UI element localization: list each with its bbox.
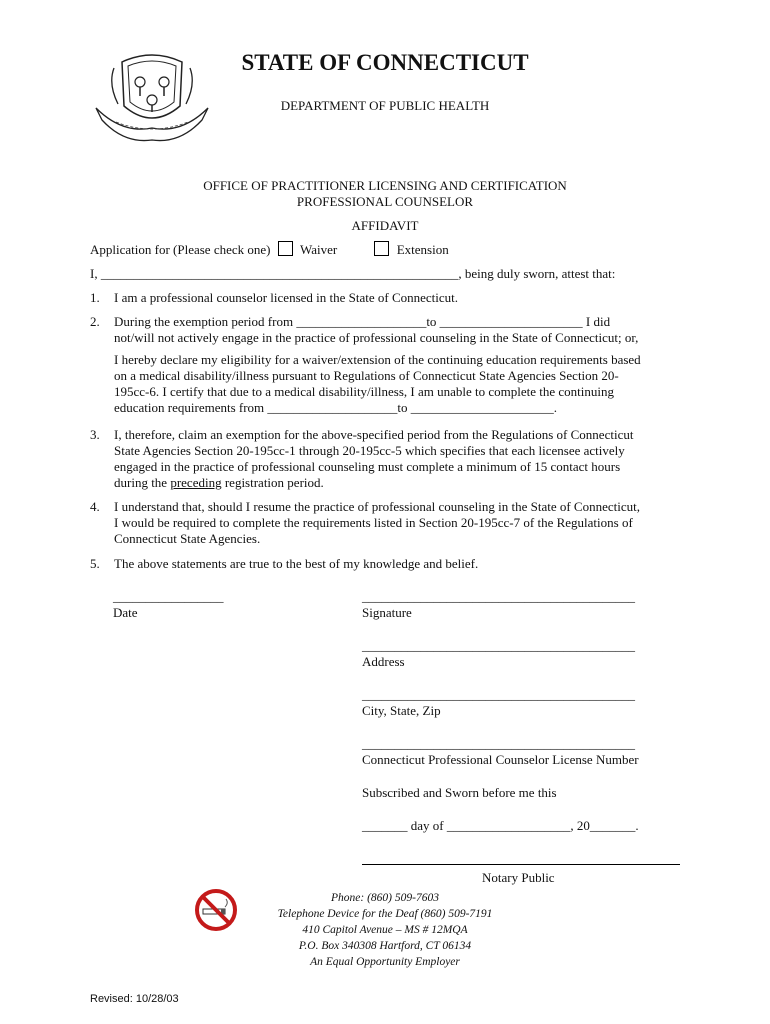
date-label: Date	[113, 605, 138, 620]
extension-label: Extension	[396, 242, 449, 257]
item-text	[114, 427, 674, 491]
item-line: Connecticut State Agencies.	[114, 531, 261, 546]
address-label: Address	[362, 654, 405, 669]
sworn-date-field[interactable]: _______ day of ___________________, 20_______.	[362, 818, 639, 833]
item-line: I understand that, should I resume the practice of professional counseling in the State of Connecticut,	[114, 499, 640, 514]
notary-label: Notary Public	[482, 870, 555, 885]
item-line: not/will not actively engage in the practice of professional counseling in the State of Connecticut; or,	[114, 330, 639, 345]
item-line: during the preceding registration period.	[114, 475, 324, 490]
department-name: DEPARTMENT OF PUBLIC HEALTH	[280, 98, 490, 113]
license-field[interactable]: __________________________________________	[362, 736, 635, 751]
oath-prefix: I,	[90, 266, 101, 281]
city-field[interactable]: __________________________________________	[362, 687, 635, 702]
application-row	[90, 241, 449, 258]
license-label: Connecticut Professional Counselor License Number	[362, 752, 639, 767]
item-line: State Agencies Section 20-195cc-1 through 20-195cc-5 which specifies that each licensee actively	[114, 443, 625, 458]
item-text: I am a professional counselor licensed in the State of Connecticut.	[114, 290, 459, 305]
item-number: 3.	[90, 427, 100, 442]
city-label: City, State, Zip	[362, 703, 441, 718]
page-title: STATE OF CONNECTICUT	[241, 50, 529, 75]
footer-eoe: An Equal Opportunity Employer	[310, 956, 460, 968]
exemption-period-line[interactable]: During the exemption period from ____________________to ______________________ I did	[114, 314, 611, 329]
item-text	[114, 352, 674, 416]
office-name: OFFICE OF PRACTITIONER LICENSING AND CERTIFICATION	[203, 178, 567, 193]
footer-address-2: P.O. Box 340308 Hartford, CT 06134	[298, 940, 472, 952]
waiver-checkbox[interactable]	[278, 241, 293, 256]
item-line: engaged in the practice of professional counseling must complete a minimum of 15 contact hours	[114, 459, 621, 474]
signature-field[interactable]: __________________________________________	[362, 589, 635, 604]
item-line: 195cc-6. I certify that due to a medical disability/illness, I am unable to complete the continuing	[114, 384, 614, 399]
footer-address-1: 410 Capitol Avenue – MS # 12MQA	[302, 924, 468, 936]
underlined-word: preceding	[170, 475, 222, 490]
date-field[interactable]: _________________	[113, 589, 224, 604]
footer-tdd: Telephone Device for the Deaf (860) 509-7191	[277, 908, 493, 920]
footer-phone: Phone: (860) 509-7603	[331, 892, 439, 904]
item-text	[114, 314, 674, 346]
item-number: 2.	[90, 314, 100, 329]
item-line: I would be required to complete the requirements listed in Section 20-195cc-7 of the Regulations of	[114, 515, 633, 530]
notary-signature-line[interactable]	[362, 864, 680, 865]
revised-date: Revised: 10/28/03	[90, 993, 179, 1005]
form-name: AFFIDAVIT	[351, 218, 419, 233]
item-number: 1.	[90, 290, 100, 305]
profession-name: PROFESSIONAL COUNSELOR	[296, 194, 474, 209]
item-line: on a medical disability/illness pursuant to Regulations of Connecticut State Agencies Section 20-	[114, 368, 619, 383]
waiver-label: Waiver	[299, 242, 338, 257]
name-field[interactable]: _______________________________________________________	[100, 266, 459, 281]
item-line: I, therefore, claim an exemption for the above-specified period from the Regulations of Connecticut	[114, 427, 634, 442]
signature-label: Signature	[362, 605, 412, 620]
item-text: The above statements are true to the best of my knowledge and belief.	[114, 556, 479, 571]
education-period-line[interactable]: education requirements from ____________________to ______________________.	[114, 400, 558, 415]
item-number: 5.	[90, 556, 100, 571]
item-text	[114, 499, 674, 547]
application-label: Application for (Please check one)	[90, 242, 271, 257]
item-number: 4.	[90, 499, 100, 514]
address-field[interactable]: __________________________________________	[362, 638, 635, 653]
item-line: I hereby declare my eligibility for a waiver/extension of the continuing education requirements based	[114, 352, 641, 367]
oath-line	[90, 266, 615, 282]
sworn-text: Subscribed and Sworn before me this	[362, 785, 557, 800]
extension-checkbox[interactable]	[374, 241, 389, 256]
oath-suffix: , being duly sworn, attest that:	[458, 266, 616, 281]
